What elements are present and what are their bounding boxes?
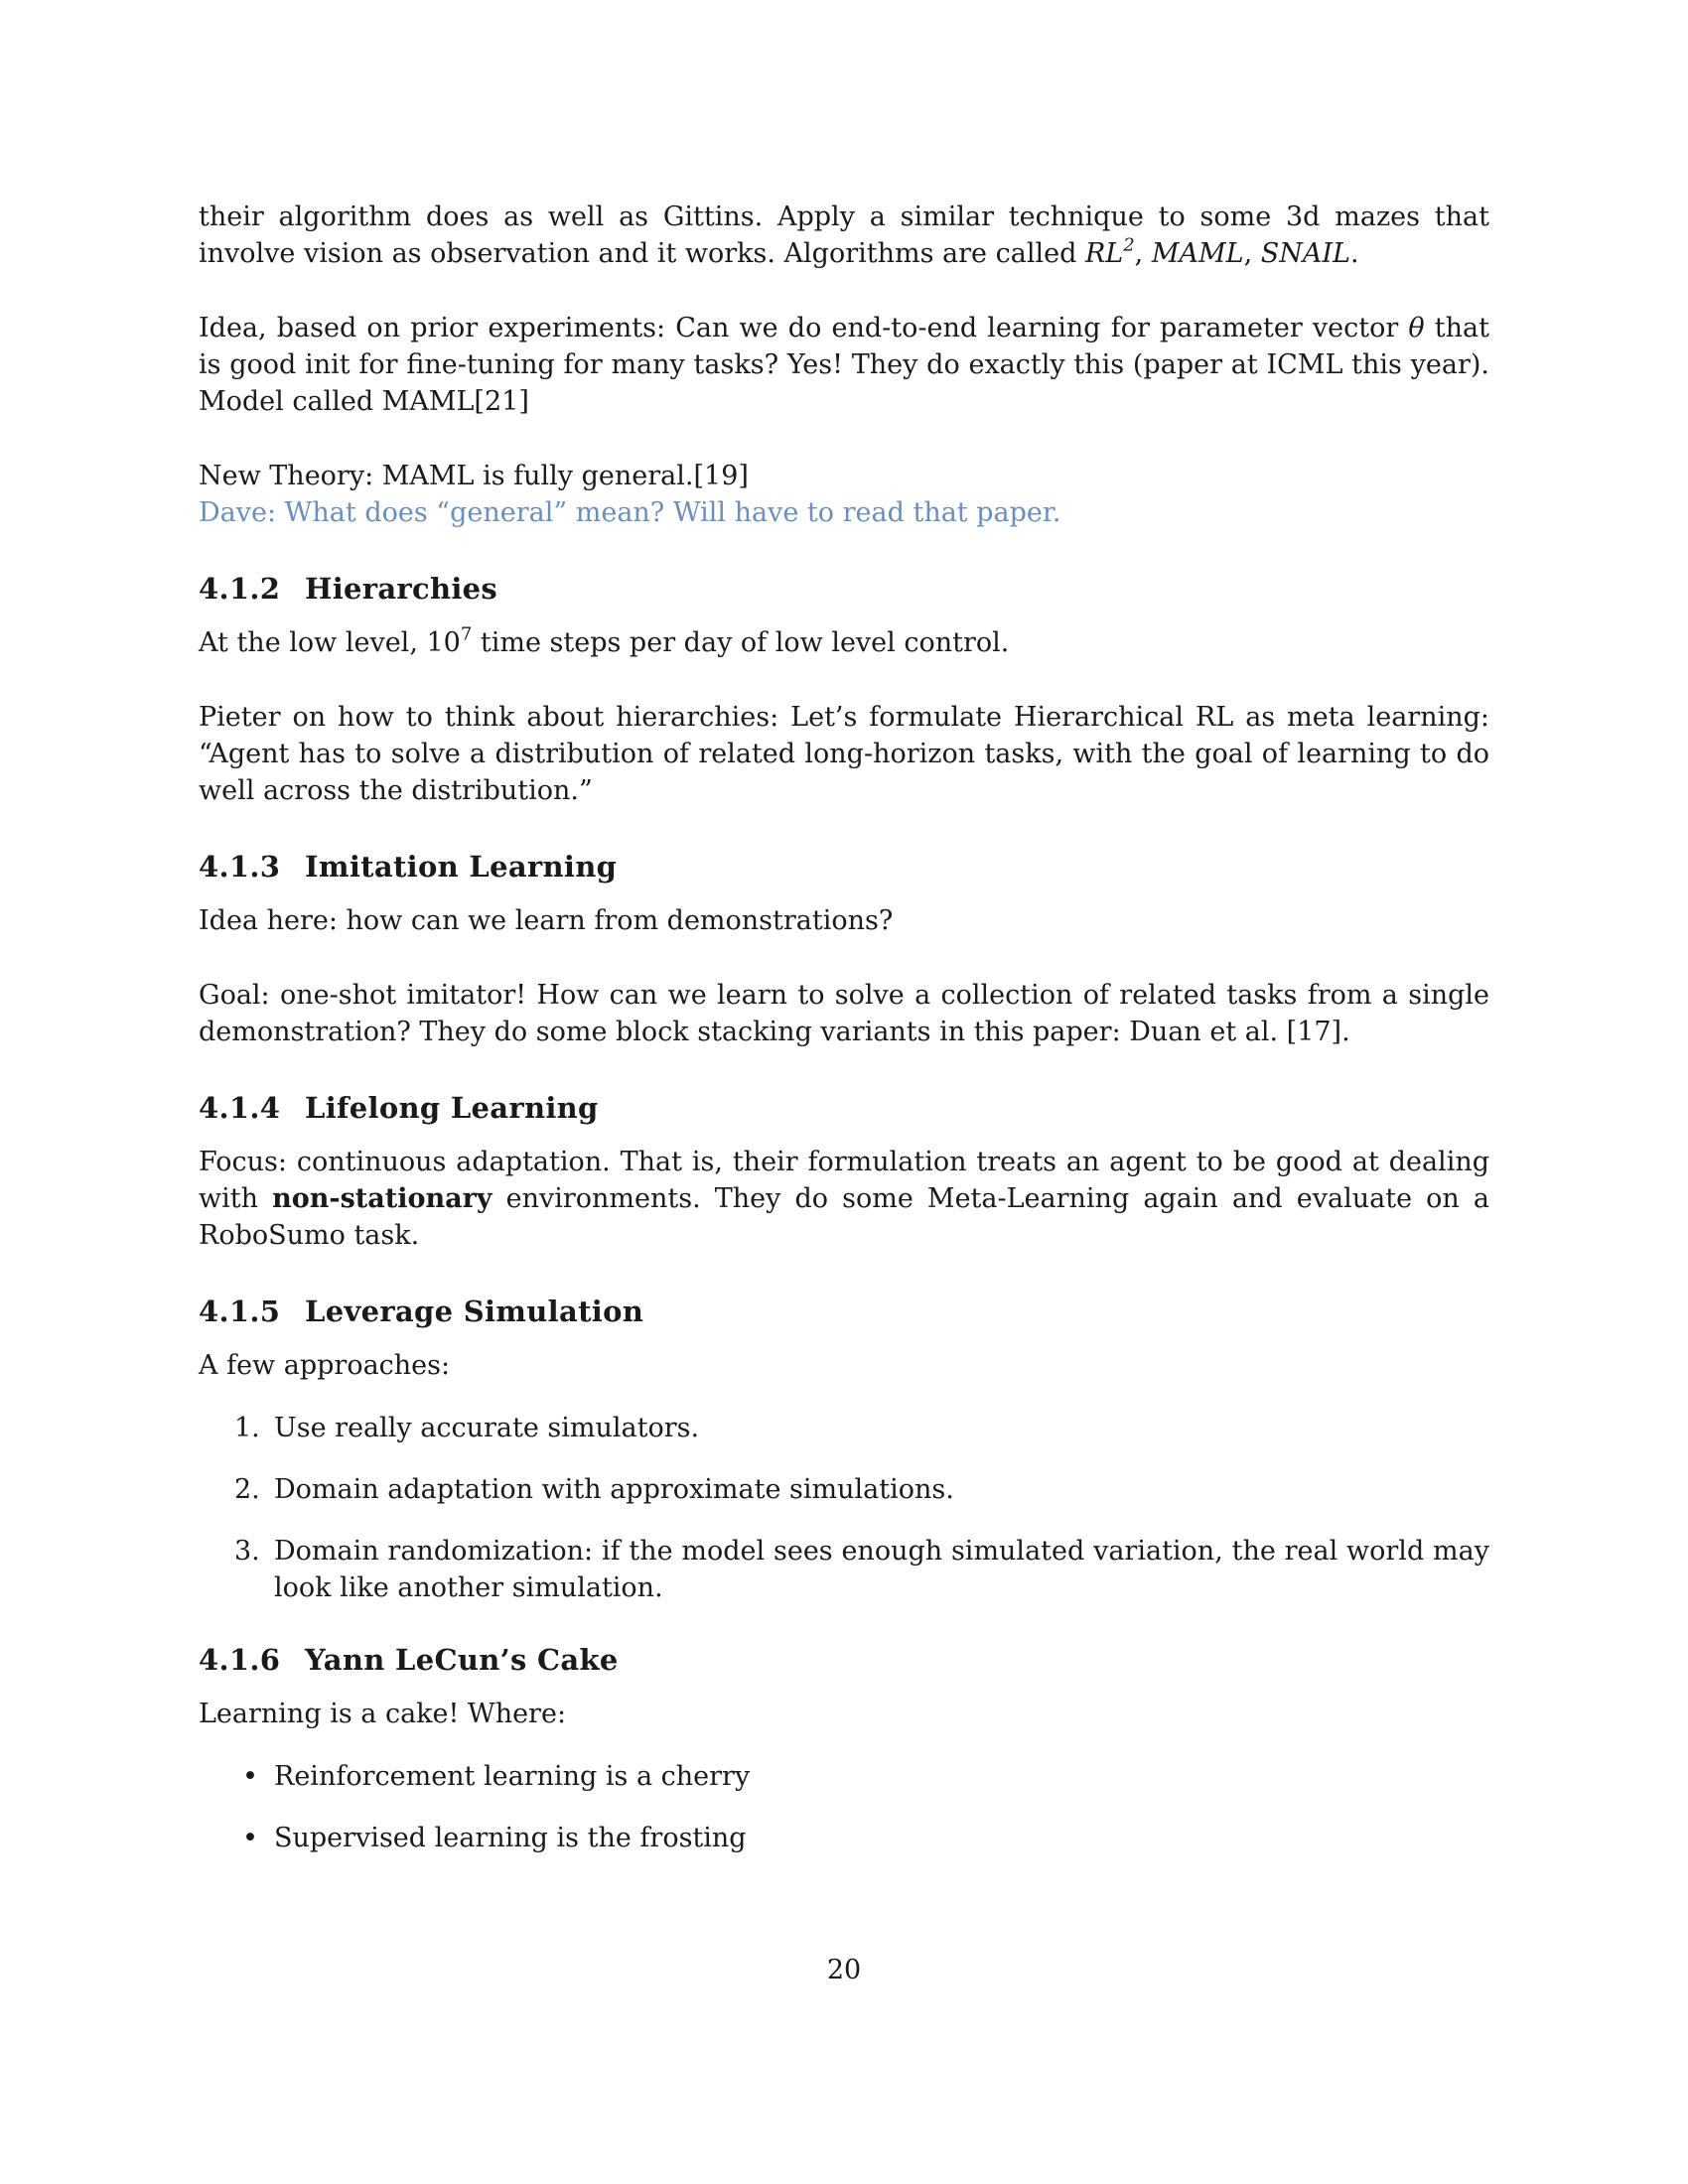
section-title: Yann LeCun’s Cake: [305, 1643, 619, 1677]
list-item-text: Supervised learning is the frosting: [274, 1823, 747, 1853]
math-maml: MAML: [1151, 238, 1244, 269]
section-title: Imitation Learning: [305, 850, 618, 884]
math-rl-exponent: 2: [1123, 234, 1135, 256]
section-heading-hierarchies: [199, 569, 1489, 609]
imitation-paragraph-1: Idea here: how can we learn from demonstrations?: [199, 905, 894, 936]
lifelong-paragraph: [199, 1144, 1489, 1254]
math-theta: θ: [1408, 313, 1425, 343]
list-item: [199, 1533, 1489, 1606]
hierarchies-text-a: At the low level, 10: [199, 627, 461, 658]
math-rl: RL: [1084, 238, 1124, 269]
list-item: [199, 1471, 1489, 1508]
list-item-text: Domain randomization: if the model sees enough simulated variation, the real world may look like another simulation.: [274, 1536, 1489, 1603]
idea-text-b: that is good init for fine-tuning for many tasks? Yes! They do exactly this (paper at ICML this year). Model called MAML[21]: [199, 313, 1489, 417]
list-marker: 1.: [234, 1413, 260, 1443]
section-heading-lifelong-learning: [199, 1088, 1489, 1128]
list-marker: 2.: [234, 1474, 260, 1505]
page-content: [199, 199, 1489, 1890]
simulation-approaches-list: [199, 1410, 1489, 1606]
hierarchies-text-b: time steps per day of low level control.: [472, 627, 1010, 658]
idea-text-a: Idea, based on prior experiments: Can we do end-to-end learning for parameter vector: [199, 313, 1409, 343]
section-number: 4.1.4: [199, 1091, 281, 1125]
list-item-text: Reinforcement learning is a cherry: [274, 1761, 751, 1792]
section-title: Hierarchies: [305, 572, 498, 606]
cake-list: [199, 1758, 1489, 1856]
list-item: [199, 1820, 1489, 1856]
list-marker: 3.: [234, 1536, 260, 1567]
lifelong-text-b: environments. They do some Meta-Learning again and evaluate on a RoboSumo task.: [199, 1183, 1489, 1251]
section-title: Leverage Simulation: [305, 1295, 644, 1328]
bullet-marker: •: [242, 1823, 258, 1853]
intro-paragraph-theory: New Theory: MAML is fully general.[19]: [199, 461, 749, 491]
simulation-paragraph: A few approaches:: [199, 1350, 451, 1381]
intro-paragraph-algorithms: [199, 199, 1489, 272]
hierarchies-paragraph-1: [199, 624, 1489, 661]
dave-note: Dave: What does “general” mean? Will have to read that paper.: [199, 497, 1061, 528]
lifelong-text-a: Focus: continuous adaptation. That is, their formulation treats an agent to be good at dealing with: [199, 1147, 1489, 1214]
cake-paragraph: Learning is a cake! Where:: [199, 1699, 567, 1729]
section-number: 4.1.5: [199, 1295, 281, 1328]
exponent: 7: [460, 623, 473, 645]
math-rl2: [1084, 234, 1135, 269]
section-number: 4.1.3: [199, 850, 281, 884]
imitation-paragraph-2: Goal: one-shot imitator! How can we learn to solve a collection of related tasks from a single demonstration? They do some block stacking variants in this paper: Duan et al. [17].: [199, 980, 1489, 1047]
page-number: 20: [826, 1955, 862, 1985]
bold-term: non-stationary: [272, 1183, 492, 1214]
list-item-text: Use really accurate simulators.: [274, 1413, 700, 1443]
list-item: [199, 1758, 1489, 1795]
period: .: [1349, 238, 1359, 269]
section-title: Lifelong Learning: [305, 1091, 599, 1125]
bullet-marker: •: [242, 1761, 258, 1792]
section-heading-imitation-learning: [199, 847, 1489, 887]
intro-paragraph-idea: [199, 310, 1489, 420]
separator: ,: [1243, 238, 1261, 269]
math-snail: SNAIL: [1260, 238, 1350, 269]
section-heading-leverage-simulation: [199, 1292, 1489, 1331]
list-item-text: Domain adaptation with approximate simulations.: [274, 1474, 954, 1505]
section-number: 4.1.2: [199, 572, 281, 606]
intro-text: their algorithm does as well as Gittins. Apply a similar technique to some 3d mazes that involve vision as observation and it works. Algorithms are called: [199, 202, 1489, 269]
hierarchies-paragraph-2: Pieter on how to think about hierarchies: Let’s formulate Hierarchical RL as meta learning: “Agent has to solve a distribution of related long-horizon tasks, with the goal of learning to do well across the distribution.”: [199, 702, 1489, 806]
list-item: [199, 1410, 1489, 1446]
section-heading-lecun-cake: [199, 1640, 1489, 1680]
section-number: 4.1.6: [199, 1643, 281, 1677]
separator: ,: [1134, 238, 1152, 269]
